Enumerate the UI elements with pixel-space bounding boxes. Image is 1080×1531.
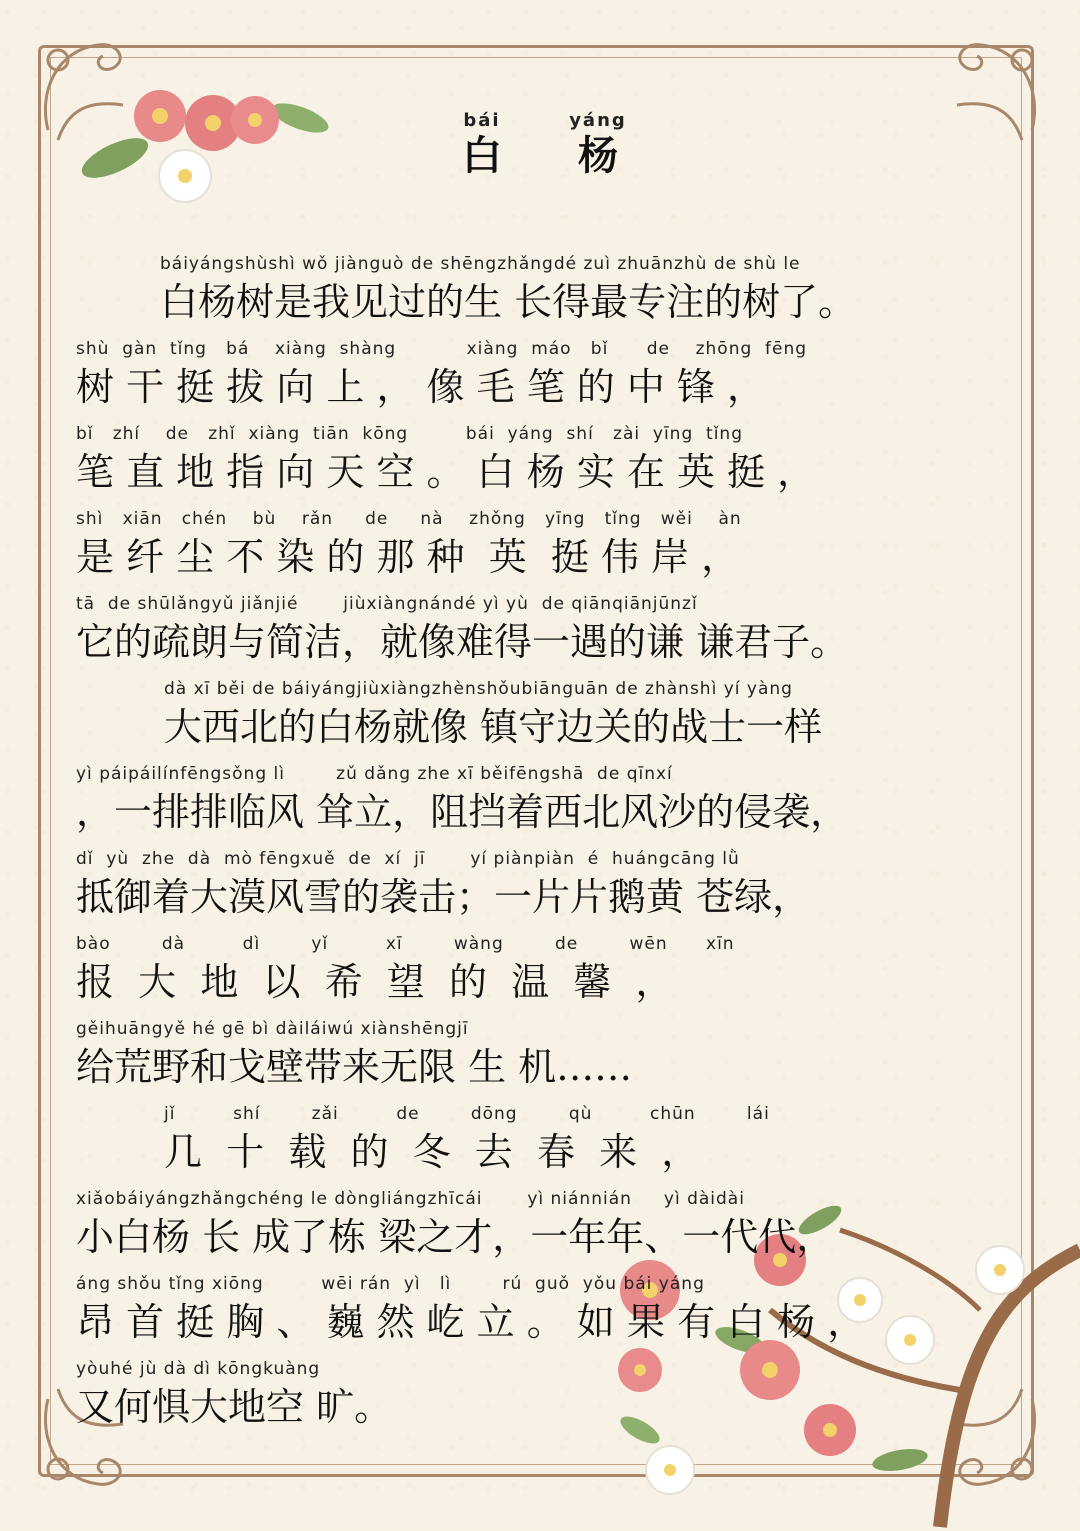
text-line <box>164 679 1024 759</box>
line-pinyin: bǐ zhí de zhǐ xiàng tiān kōng bái yáng shí zài yīng tǐng <box>76 424 743 444</box>
line-pinyin: xiǎobáiyángzhǎngchéng le dòngliángzhīcái yì niánnián yì dàidài <box>76 1189 745 1209</box>
line-pinyin: jǐ shí zǎi de dōng qù chūn lái <box>164 1104 770 1124</box>
text-line <box>76 594 1016 674</box>
line-pinyin: báiyángshùshì wǒ jiànguò de shēngzhǎngdé zuì zhuānzhù de shù le <box>160 254 801 274</box>
line-pinyin: tā de shūlǎngyǔ jiǎnjié jiùxiàngnándé yì yù de qiānqiānjūnzǐ <box>76 594 698 614</box>
line-hanzi: 小白杨 长 成了栋 梁之才，一年年、一代代， <box>76 1215 835 1259</box>
line-hanzi: ，一排排临风 耸立，阻挡着西北风沙的侵袭， <box>76 790 849 834</box>
line-pinyin: gěihuāngyě hé gē bì dàiláiwú xiànshēngjī <box>76 1019 469 1039</box>
title-pinyin: bái <box>463 110 501 131</box>
line-hanzi: 几 十 载 的 冬 去 春 来 ， <box>164 1130 700 1174</box>
line-pinyin: yì páipáilínfēngsǒng lì zǔ dǎng zhe xī běifēngshā de qīnxí <box>76 764 673 784</box>
line-hanzi: 是 纤 尘 不 染 的 那 种 英 挺 伟 岸 ， <box>76 535 740 579</box>
line-hanzi: 树 干 挺 拔 向 上 ， 像 毛 笔 的 中 锋 ， <box>76 365 766 409</box>
line-pinyin: shù gàn tǐng bá xiàng shàng xiàng máo bǐ de zhōng fēng <box>76 339 808 359</box>
line-hanzi: 昂 首 挺 胸 、 巍 然 屹 立 。 如 果 有 白 杨 ， <box>76 1300 866 1344</box>
line-pinyin: áng shǒu tǐng xiōng wēi rán yì lì rú guǒ yǒu bái yáng <box>76 1274 705 1294</box>
line-hanzi: 大西北的白杨就像 镇守边关的战士一样 <box>164 705 823 749</box>
line-hanzi: 白杨树是我见过的生 长得最专注的树了。 <box>160 280 857 324</box>
line-hanzi: 又何惧大地空 旷。 <box>76 1385 393 1429</box>
text-line <box>76 934 1016 1014</box>
line-hanzi: 它的疏朗与简洁，就像难得一遇的谦 谦君子。 <box>76 620 849 664</box>
text-line <box>76 509 1016 589</box>
title-hanzi: 白 <box>462 132 502 179</box>
line-pinyin: bào dà dì yǐ xī wàng de wēn xīn <box>76 934 735 954</box>
text-line <box>160 254 1020 334</box>
title-pinyin: yáng <box>569 110 627 131</box>
text-line <box>76 1274 1016 1354</box>
text-line <box>76 339 1016 419</box>
line-pinyin: dǐ yù zhe dà mò fēngxuě de xí jī yí piànpiàn é huángcāng lǜ <box>76 849 740 869</box>
line-hanzi: 给荒野和戈壁带来无限 生 机…… <box>76 1045 633 1089</box>
text-line <box>76 1019 1016 1099</box>
text-line <box>76 764 1016 844</box>
text-line <box>76 424 1016 504</box>
line-pinyin: shì xiān chén bù rǎn de nà zhǒng yīng tǐng wěi àn <box>76 509 742 529</box>
title-hanzi: 杨 <box>578 132 618 179</box>
line-pinyin: dà xī běi de báiyángjiùxiàngzhènshǒubiānguān de zhànshì yí yàng <box>164 679 793 699</box>
text-line <box>76 1189 1016 1269</box>
text-line <box>76 1359 1016 1439</box>
line-pinyin: yòuhé jù dà dì kōngkuàng <box>76 1359 321 1379</box>
line-hanzi: 笔 直 地 指 向 天 空 。 白 杨 实 在 英 挺 ， <box>76 450 816 494</box>
line-hanzi: 抵御着大漠风雪的袭击；一片片鹅黄 苍绿， <box>76 875 811 919</box>
line-hanzi: 报 大 地 以 希 望 的 温 馨 ， <box>76 960 674 1004</box>
text-line <box>164 1104 1024 1184</box>
text-line <box>76 849 1016 929</box>
